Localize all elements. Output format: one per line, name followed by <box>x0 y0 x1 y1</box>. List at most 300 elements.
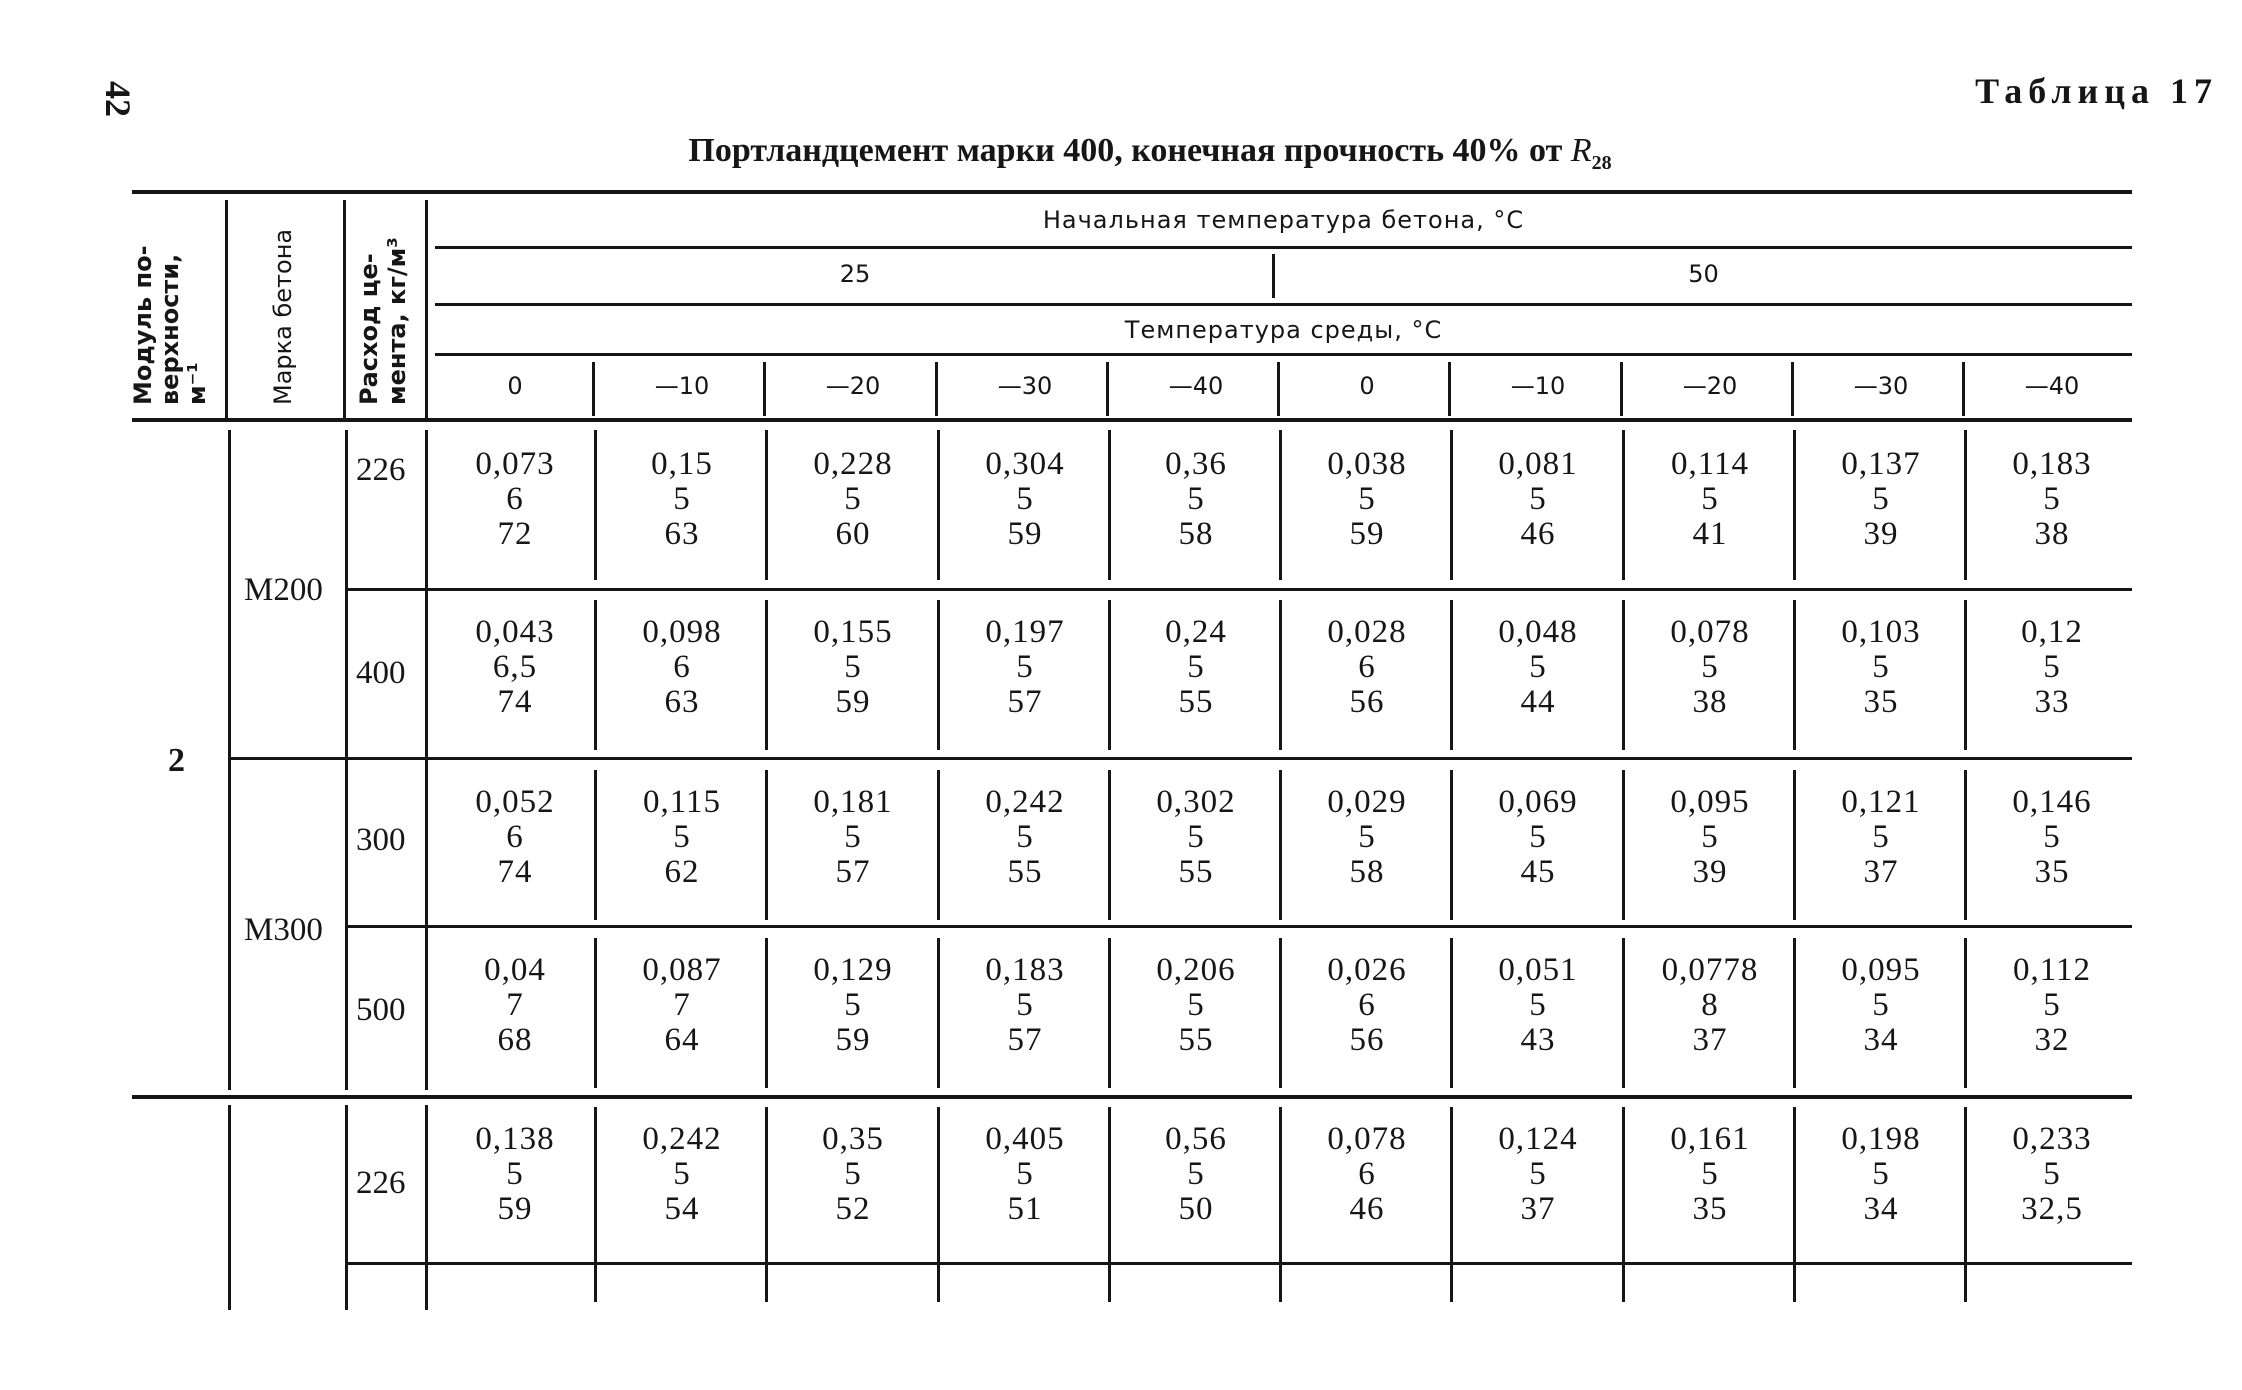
cell-line-0: 0,137 <box>1841 446 1921 482</box>
table-cell <box>1458 953 1618 1058</box>
cell-line-1: 5 <box>2043 819 2061 855</box>
cell-separator <box>1793 770 1796 920</box>
cell-line-0: 0,161 <box>1670 1121 1750 1157</box>
cell-separator <box>1450 770 1453 920</box>
cell-line-1: 5 <box>1187 481 1205 517</box>
cell-line-2: 55 <box>1178 1022 1214 1058</box>
cell-line-0: 0,081 <box>1498 446 1578 482</box>
cell-separator <box>1279 430 1282 580</box>
cell-line-1: 5 <box>1187 987 1205 1023</box>
cell-separator <box>1793 938 1796 1088</box>
table-cell <box>1630 785 1790 890</box>
cell-line-0: 0,181 <box>813 784 893 820</box>
page-number: 42 <box>98 81 138 117</box>
cell-line-2: 35 <box>2034 854 2070 890</box>
cell-line-1: 6,5 <box>492 649 538 685</box>
cell-line-1: 5 <box>1872 987 1890 1023</box>
body-vline-cement-2 <box>345 1105 348 1310</box>
cell-line-0: 0,087 <box>642 952 722 988</box>
cell-line-2: 57 <box>1007 684 1043 720</box>
cell-line-0: 0,043 <box>475 614 555 650</box>
table-cell <box>435 447 595 552</box>
cell-line-2: 41 <box>1692 516 1728 552</box>
table-cell <box>1458 447 1618 552</box>
cell-line-1: 5 <box>844 987 862 1023</box>
table-cell <box>1116 785 1276 890</box>
table-cell <box>435 615 595 720</box>
env-temp-3: —30 <box>997 372 1053 400</box>
header-rule-2 <box>435 303 2132 306</box>
table-cell <box>945 953 1105 1058</box>
cell-line-1: 5 <box>1529 1156 1547 1192</box>
title-r-symbol: R <box>1570 132 1592 169</box>
cell-line-0: 0,0778 <box>1661 952 1759 988</box>
cell-line-0: 0,124 <box>1498 1121 1578 1157</box>
header-initial-temp: Начальная температура бетона, °C <box>1042 206 1525 234</box>
cell-line-1: 6 <box>1358 649 1376 685</box>
cement-value: 226 <box>356 1165 406 1201</box>
header-grade: Марка бетона <box>269 228 297 405</box>
cell-line-2: 37 <box>1692 1022 1728 1058</box>
cell-line-0: 0,028 <box>1327 614 1407 650</box>
table-cell <box>1287 785 1447 890</box>
table-cell <box>1287 1122 1447 1227</box>
table-cell <box>945 1122 1105 1227</box>
cell-line-0: 0,198 <box>1841 1121 1921 1157</box>
table-cell <box>1458 1122 1618 1227</box>
cell-line-2: 43 <box>1520 1022 1556 1058</box>
cell-line-1: 5 <box>1529 649 1547 685</box>
env-sep-2 <box>763 362 766 416</box>
table-cell <box>1801 785 1961 890</box>
title-r-subscript: 28 <box>1591 151 1612 174</box>
cell-separator <box>1622 770 1625 920</box>
cell-line-2: 59 <box>835 1022 871 1058</box>
cement-value: 300 <box>356 822 406 858</box>
cell-line-2: 33 <box>2034 684 2070 720</box>
env-temp-8: —30 <box>1853 372 1909 400</box>
table-label: Таблица 17 <box>1975 71 2218 111</box>
cement-value: 226 <box>356 452 406 488</box>
cell-separator <box>1622 1107 1625 1302</box>
cell-line-1: 5 <box>1872 649 1890 685</box>
row-rule-5 <box>345 1262 2132 1265</box>
cell-separator <box>937 600 940 750</box>
cell-separator <box>594 938 597 1088</box>
cell-line-2: 45 <box>1520 854 1556 890</box>
env-temp-1: —10 <box>654 372 710 400</box>
cell-line-2: 52 <box>835 1191 871 1227</box>
table-title <box>420 132 1880 175</box>
table-cell <box>1116 1122 1276 1227</box>
cell-separator <box>1108 770 1111 920</box>
table-cell <box>1801 953 1961 1058</box>
cell-separator <box>594 430 597 580</box>
cell-line-1: 5 <box>1187 649 1205 685</box>
env-temp-7: —20 <box>1682 372 1738 400</box>
cell-separator <box>937 1107 940 1302</box>
cell-line-1: 5 <box>844 819 862 855</box>
cell-separator <box>765 770 768 920</box>
cell-line-2: 59 <box>835 684 871 720</box>
cell-line-0: 0,15 <box>651 446 713 482</box>
cell-line-0: 0,029 <box>1327 784 1407 820</box>
table-cell <box>1972 447 2132 552</box>
body-vline-data <box>425 430 428 1090</box>
cell-line-1: 5 <box>673 481 691 517</box>
cell-line-1: 5 <box>1016 987 1034 1023</box>
table-cell <box>1801 1122 1961 1227</box>
cell-separator <box>765 1107 768 1302</box>
header-rule-3 <box>435 353 2132 356</box>
env-temp-0: 0 <box>507 372 523 400</box>
cell-line-2: 63 <box>664 684 700 720</box>
cell-line-1: 5 <box>1701 819 1719 855</box>
env-sep-9 <box>1962 362 1965 416</box>
cell-line-0: 0,095 <box>1670 784 1750 820</box>
cell-separator <box>1279 1107 1282 1302</box>
cell-line-1: 5 <box>1701 481 1719 517</box>
cell-line-2: 35 <box>1863 684 1899 720</box>
body-vline-grade <box>228 430 231 1090</box>
cell-separator <box>1793 1107 1796 1302</box>
table-cell <box>945 785 1105 890</box>
modulus-value: 2 <box>168 742 185 779</box>
cell-line-1: 5 <box>1187 819 1205 855</box>
header-cement-line2: мента, кг/м³ <box>383 237 411 405</box>
cell-line-0: 0,052 <box>475 784 555 820</box>
cell-line-2: 57 <box>1007 1022 1043 1058</box>
table-cell <box>602 1122 762 1227</box>
table-cell <box>1116 953 1276 1058</box>
cell-line-0: 0,115 <box>642 784 722 820</box>
table-cell <box>1630 615 1790 720</box>
cell-line-1: 6 <box>673 649 691 685</box>
table-cell <box>1287 953 1447 1058</box>
body-vline-cement <box>345 430 348 1090</box>
cell-line-0: 0,228 <box>813 446 893 482</box>
cell-line-2: 72 <box>497 516 533 552</box>
cell-line-1: 7 <box>673 987 691 1023</box>
cell-line-2: 38 <box>1692 684 1728 720</box>
header-modulus-line3: м⁻¹ <box>183 362 211 405</box>
cell-line-2: 63 <box>664 516 700 552</box>
row-rule-1 <box>345 588 2132 591</box>
header-bottom-rule <box>132 418 2132 422</box>
cell-line-0: 0,121 <box>1841 784 1921 820</box>
table-cell <box>1287 615 1447 720</box>
table-cell <box>1287 447 1447 552</box>
env-sep-7 <box>1620 362 1623 416</box>
cell-line-2: 39 <box>1692 854 1728 890</box>
cell-line-1: 5 <box>1016 819 1034 855</box>
cell-line-1: 5 <box>2043 987 2061 1023</box>
header-cement <box>355 237 411 405</box>
table-cell <box>1972 785 2132 890</box>
env-sep-8 <box>1791 362 1794 416</box>
cell-separator <box>1450 600 1453 750</box>
row-rule-4 <box>132 1095 2132 1099</box>
cell-separator <box>594 1107 597 1302</box>
cell-separator <box>594 770 597 920</box>
cell-line-2: 34 <box>1863 1022 1899 1058</box>
cell-line-2: 58 <box>1349 854 1385 890</box>
row-rule-2 <box>228 757 2132 760</box>
table-cell <box>945 447 1105 552</box>
cell-separator <box>765 938 768 1088</box>
cell-line-1: 6 <box>1358 987 1376 1023</box>
header-env-temp: Температура среды, °C <box>1124 316 1443 344</box>
cell-separator <box>1964 1107 1967 1302</box>
grade-m200: М200 <box>244 572 323 608</box>
cell-line-0: 0,56 <box>1165 1121 1227 1157</box>
cell-line-0: 0,038 <box>1327 446 1407 482</box>
body-vline-data-2 <box>425 1105 428 1310</box>
cell-line-2: 68 <box>497 1022 533 1058</box>
cell-line-1: 5 <box>506 1156 524 1192</box>
cell-line-0: 0,078 <box>1327 1121 1407 1157</box>
cell-line-0: 0,242 <box>642 1121 722 1157</box>
header-vline-b <box>343 200 346 418</box>
cell-line-2: 32 <box>2034 1022 2070 1058</box>
cell-line-1: 5 <box>1529 481 1547 517</box>
cell-line-2: 58 <box>1178 516 1214 552</box>
header-initial-25: 25 <box>839 260 871 288</box>
table-cell <box>773 615 933 720</box>
cell-line-0: 0,183 <box>2012 446 2092 482</box>
cell-line-1: 5 <box>2043 1156 2061 1192</box>
cell-line-0: 0,35 <box>822 1121 884 1157</box>
cell-line-1: 5 <box>1701 1156 1719 1192</box>
cell-separator <box>1793 600 1796 750</box>
cell-line-0: 0,302 <box>1156 784 1236 820</box>
row-rule-3 <box>345 925 2132 928</box>
cell-separator <box>1622 600 1625 750</box>
env-temp-4: —40 <box>1168 372 1224 400</box>
cell-line-2: 35 <box>1692 1191 1728 1227</box>
table-cell <box>773 953 933 1058</box>
cell-line-1: 5 <box>2043 649 2061 685</box>
table-cell <box>1458 615 1618 720</box>
cell-separator <box>937 770 940 920</box>
table-cell <box>1116 615 1276 720</box>
cell-line-2: 54 <box>664 1191 700 1227</box>
cell-line-2: 62 <box>664 854 700 890</box>
cell-line-2: 50 <box>1178 1191 1214 1227</box>
env-sep-5 <box>1277 362 1280 416</box>
cell-line-2: 34 <box>1863 1191 1899 1227</box>
cell-separator <box>1450 430 1453 580</box>
cell-line-2: 55 <box>1178 854 1214 890</box>
cell-line-1: 5 <box>1187 1156 1205 1192</box>
cell-line-2: 37 <box>1520 1191 1556 1227</box>
cell-line-0: 0,073 <box>475 446 555 482</box>
cell-separator <box>1450 1107 1453 1302</box>
cell-line-1: 5 <box>1529 987 1547 1023</box>
cell-separator <box>765 430 768 580</box>
cell-separator <box>1450 938 1453 1088</box>
cell-line-2: 59 <box>1349 516 1385 552</box>
cell-line-1: 5 <box>1358 819 1376 855</box>
cell-line-0: 0,103 <box>1841 614 1921 650</box>
table-cell <box>602 953 762 1058</box>
cell-separator <box>1793 430 1796 580</box>
table-cell <box>1972 615 2132 720</box>
cell-separator <box>594 600 597 750</box>
cell-line-1: 5 <box>844 1156 862 1192</box>
cell-line-0: 0,069 <box>1498 784 1578 820</box>
header-modulus <box>130 245 211 405</box>
cell-line-1: 6 <box>1358 1156 1376 1192</box>
table-cell <box>773 1122 933 1227</box>
cell-line-1: 6 <box>506 819 524 855</box>
cell-separator <box>1108 600 1111 750</box>
table-cell <box>1630 953 1790 1058</box>
table-cell <box>435 953 595 1058</box>
cell-line-2: 56 <box>1349 684 1385 720</box>
header-modulus-line2: верхности, <box>156 253 184 405</box>
cell-line-2: 59 <box>1007 516 1043 552</box>
header-modulus-line1: Модуль по- <box>129 245 157 405</box>
header-initial-50: 50 <box>1688 260 1719 288</box>
cell-separator <box>1622 938 1625 1088</box>
env-temp-9: —40 <box>2024 372 2080 400</box>
cell-line-2: 44 <box>1520 684 1556 720</box>
table-top-rule <box>132 190 2132 194</box>
cell-line-1: 5 <box>1529 819 1547 855</box>
cell-line-1: 5 <box>2043 481 2061 517</box>
cell-line-0: 0,146 <box>2012 784 2092 820</box>
cell-line-0: 0,04 <box>484 952 546 988</box>
env-sep-3 <box>935 362 938 416</box>
body-vline-grade-2 <box>228 1105 231 1310</box>
table-cell <box>435 1122 595 1227</box>
cell-separator <box>1622 430 1625 580</box>
cell-line-1: 5 <box>1016 1156 1034 1192</box>
table-cell <box>1972 1122 2132 1227</box>
cell-line-2: 46 <box>1349 1191 1385 1227</box>
cell-line-0: 0,242 <box>985 784 1065 820</box>
cell-line-1: 5 <box>673 819 691 855</box>
cell-line-0: 0,098 <box>642 614 722 650</box>
cell-line-0: 0,026 <box>1327 952 1407 988</box>
cell-separator <box>1279 600 1282 750</box>
table-cell <box>602 785 762 890</box>
cell-separator <box>937 430 940 580</box>
table-cell <box>1458 785 1618 890</box>
cell-line-0: 0,24 <box>1165 614 1227 650</box>
cell-line-0: 0,304 <box>985 446 1065 482</box>
env-sep-4 <box>1106 362 1109 416</box>
cell-separator <box>1108 938 1111 1088</box>
cell-line-1: 5 <box>673 1156 691 1192</box>
env-temp-2: —20 <box>825 372 881 400</box>
header-vline-c <box>425 200 428 418</box>
table-cell <box>773 447 933 552</box>
header-rule-1 <box>435 246 2132 249</box>
cell-line-0: 0,197 <box>985 614 1065 650</box>
env-sep-6 <box>1448 362 1451 416</box>
cell-line-2: 55 <box>1007 854 1043 890</box>
table-cell <box>602 615 762 720</box>
table-cell <box>1972 953 2132 1058</box>
table-cell <box>435 785 595 890</box>
cell-separator <box>1108 430 1111 580</box>
cement-value: 400 <box>356 655 406 691</box>
cell-line-2: 60 <box>835 516 871 552</box>
cell-separator <box>765 600 768 750</box>
cell-line-2: 56 <box>1349 1022 1385 1058</box>
cell-separator <box>1964 770 1967 920</box>
env-temp-6: —10 <box>1510 372 1566 400</box>
cell-line-1: 5 <box>1016 649 1034 685</box>
cell-line-2: 38 <box>2034 516 2070 552</box>
cell-line-0: 0,138 <box>475 1121 555 1157</box>
cell-line-1: 5 <box>1872 1156 1890 1192</box>
cell-line-2: 46 <box>1520 516 1556 552</box>
table-cell <box>1116 447 1276 552</box>
cell-separator <box>1279 770 1282 920</box>
table-cell <box>1801 447 1961 552</box>
table-cell <box>1630 447 1790 552</box>
cell-line-1: 7 <box>506 987 524 1023</box>
cell-line-0: 0,114 <box>1670 446 1750 482</box>
cell-separator <box>937 938 940 1088</box>
cell-line-0: 0,112 <box>2012 952 2092 988</box>
cell-line-0: 0,048 <box>1498 614 1578 650</box>
table-cell <box>602 447 762 552</box>
title-text: Портландцемент марки 400, конечная прочность 40% от <box>688 132 1571 169</box>
cell-line-2: 37 <box>1863 854 1899 890</box>
cell-line-2: 55 <box>1178 684 1214 720</box>
cell-separator <box>1964 938 1967 1088</box>
header-cement-line1: Расход це- <box>355 253 383 405</box>
cell-line-2: 64 <box>664 1022 700 1058</box>
cell-line-2: 74 <box>497 854 533 890</box>
cell-line-2: 51 <box>1007 1191 1043 1227</box>
cell-line-1: 5 <box>1701 649 1719 685</box>
cell-line-0: 0,095 <box>1841 952 1921 988</box>
cell-separator <box>1964 600 1967 750</box>
cell-line-1: 5 <box>844 649 862 685</box>
grade-m300: М300 <box>244 912 323 948</box>
cell-line-0: 0,129 <box>813 952 893 988</box>
cell-separator <box>1279 938 1282 1088</box>
cell-line-0: 0,155 <box>813 614 893 650</box>
table-cell <box>773 785 933 890</box>
cell-line-0: 0,078 <box>1670 614 1750 650</box>
cell-line-1: 5 <box>844 481 862 517</box>
cell-line-0: 0,405 <box>985 1121 1065 1157</box>
cell-line-1: 5 <box>1016 481 1034 517</box>
cell-line-0: 0,206 <box>1156 952 1236 988</box>
cell-line-0: 0,051 <box>1498 952 1578 988</box>
cell-line-0: 0,12 <box>2021 614 2083 650</box>
cell-separator <box>1964 430 1967 580</box>
cell-separator <box>1108 1107 1111 1302</box>
cell-line-2: 59 <box>497 1191 533 1227</box>
table-cell <box>1630 1122 1790 1227</box>
cell-line-0: 0,233 <box>2012 1121 2092 1157</box>
cell-line-1: 6 <box>506 481 524 517</box>
cell-line-1: 5 <box>1358 481 1376 517</box>
cell-line-2: 57 <box>835 854 871 890</box>
cell-line-2: 32,5 <box>2021 1191 2083 1227</box>
header-vline-a <box>225 200 228 418</box>
cell-line-0: 0,36 <box>1165 446 1227 482</box>
cell-line-1: 5 <box>1872 481 1890 517</box>
cell-line-0: 0,183 <box>985 952 1065 988</box>
